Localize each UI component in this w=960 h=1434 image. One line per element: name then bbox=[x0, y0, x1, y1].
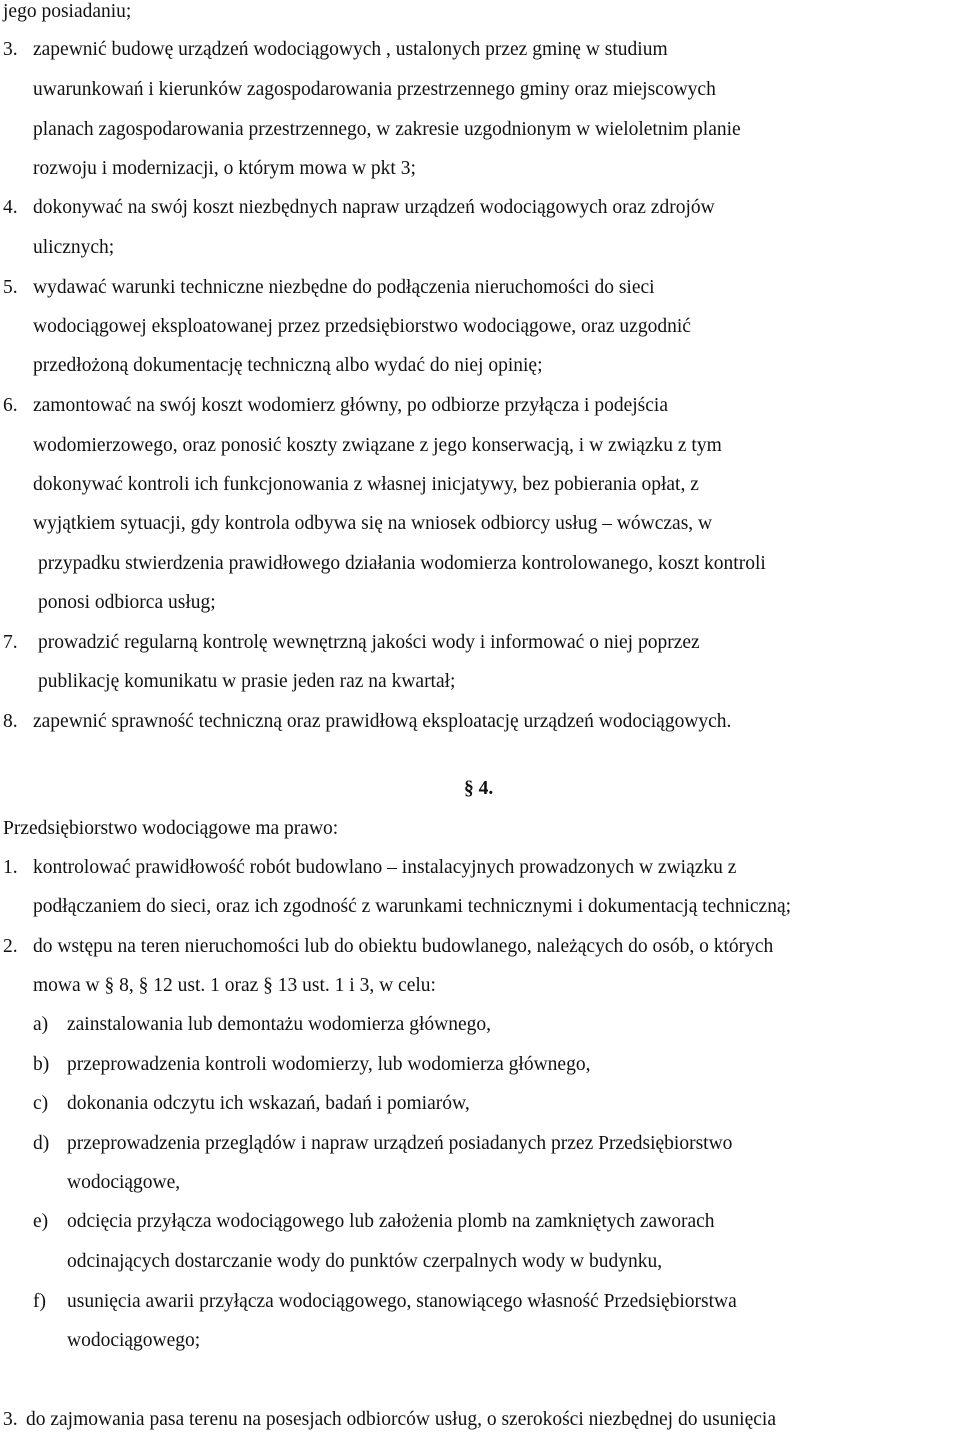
section-heading: § 4. bbox=[464, 778, 494, 799]
subitem-line: odcięcia przyłącza wodociągowego lub założenia plomb na zamkniętych zaworach bbox=[67, 1211, 715, 1232]
subitem-letter: e) bbox=[33, 1211, 49, 1232]
subitem-line: przeprowadzenia przeglądów i napraw urządzeń posiadanych przez Przedsiębiorstwo bbox=[67, 1133, 733, 1154]
list-item-line: dokonywać kontroli ich funkcjonowania z własnej inicjatywy, bez pobierania opłat, z bbox=[33, 474, 699, 495]
list-item-line: wyjątkiem sytuacji, gdy kontrola odbywa się na wniosek odbiorcy usług – wówczas, w bbox=[33, 513, 713, 534]
list-item-line: podłączaniem do sieci, oraz ich zgodność z warunkami technicznymi i dokumentacją techniczną; bbox=[33, 896, 792, 917]
list-item-line: wodociągowej eksploatowanej przez przedsiębiorstwo wodociągowe, oraz uzgodnić bbox=[33, 316, 691, 337]
list-item-line: zamontować na swój koszt wodomierz główny, po odbiorze przyłącza i podejścia bbox=[33, 395, 668, 416]
list-item-line: wydawać warunki techniczne niezbędne do podłączenia nieruchomości do sieci bbox=[33, 277, 655, 298]
subitem-letter: a) bbox=[33, 1014, 49, 1035]
list-number: 4. bbox=[3, 197, 18, 218]
subitem-letter: b) bbox=[33, 1054, 50, 1075]
list-item-line: dokonywać na swój koszt niezbędnych napraw urządzeń wodociągowych oraz zdrojów bbox=[33, 197, 715, 218]
list-number: 2. bbox=[3, 936, 18, 957]
subitem-letter: c) bbox=[33, 1093, 49, 1114]
section-intro: Przedsiębiorstwo wodociągowe ma prawo: bbox=[3, 818, 339, 839]
subitem-line: odcinających dostarczanie wody do punktów czerpalnych wody w budynku, bbox=[67, 1251, 663, 1272]
list-item-line: kontrolować prawidłowość robót budowlano – instalacyjnych prowadzonych w związku z bbox=[33, 857, 737, 878]
subitem-line: usunięcia awarii przyłącza wodociągowego, stanowiącego własność Przedsiębiorstwa bbox=[67, 1291, 737, 1312]
list-number: 7. bbox=[3, 632, 18, 653]
list-item-line: planach zagospodarowania przestrzennego, w zakresie uzgodnionym w wieloletnim planie bbox=[33, 119, 741, 140]
list-item-line: zapewnić sprawność techniczną oraz prawidłową eksploatację urządzeń wodociągowych. bbox=[33, 711, 732, 732]
subitem-line: zainstalowania lub demontażu wodomierza głównego, bbox=[67, 1014, 491, 1035]
top-fragment: jego posiadaniu; bbox=[3, 1, 132, 22]
list-item-line: do wstępu na teren nieruchomości lub do obiektu budowlanego, należących do osób, o których bbox=[33, 936, 774, 957]
list-number: 8. bbox=[3, 711, 18, 732]
list-number: 1. bbox=[3, 857, 18, 878]
list-item-line: zapewnić budowę urządzeń wodociągowych , ustalonych przez gminę w studium bbox=[33, 39, 668, 60]
list-item-line: ponosi odbiorca usług; bbox=[38, 592, 216, 613]
list-item-line: prowadzić regularną kontrolę wewnętrzną jakości wody i informować o niej poprzez bbox=[38, 632, 700, 653]
list-number: 3. bbox=[3, 39, 18, 60]
list-item-line: rozwoju i modernizacji, o którym mowa w pkt 3; bbox=[33, 158, 416, 179]
subitem-letter: d) bbox=[33, 1133, 50, 1154]
list-item-line: uwarunkowań i kierunków zagospodarowania przestrzennego gminy oraz miejscowych bbox=[33, 79, 716, 100]
list-item-line: do zajmowania pasa terenu na posesjach odbiorców usług, o szerokości niezbędnej do usunięcia bbox=[26, 1409, 776, 1430]
subitem-line: dokonania odczytu ich wskazań, badań i pomiarów, bbox=[67, 1093, 470, 1114]
list-number: 3. bbox=[3, 1409, 18, 1430]
list-item-line: wodomierzowego, oraz ponosić koszty związane z jego konserwacją, i w związku z tym bbox=[33, 435, 722, 456]
subitem-letter: f) bbox=[33, 1291, 46, 1312]
list-item-line: przypadku stwierdzenia prawidłowego działania wodomierza kontrolowanego, koszt kontroli bbox=[38, 553, 766, 574]
list-item-line: przedłożoną dokumentację techniczną albo wydać do niej opinię; bbox=[33, 355, 543, 376]
list-item-line: publikację komunikatu w prasie jeden raz na kwartał; bbox=[38, 671, 456, 692]
subitem-line: wodociągowego; bbox=[67, 1330, 201, 1351]
list-item-line: mowa w § 8, § 12 ust. 1 oraz § 13 ust. 1 i 3, w celu: bbox=[33, 975, 436, 996]
list-number: 5. bbox=[3, 277, 18, 298]
list-number: 6. bbox=[3, 395, 18, 416]
list-item-line: ulicznych; bbox=[33, 237, 115, 258]
subitem-line: wodociągowe, bbox=[67, 1172, 181, 1193]
subitem-line: przeprowadzenia kontroli wodomierzy, lub wodomierza głównego, bbox=[67, 1054, 591, 1075]
